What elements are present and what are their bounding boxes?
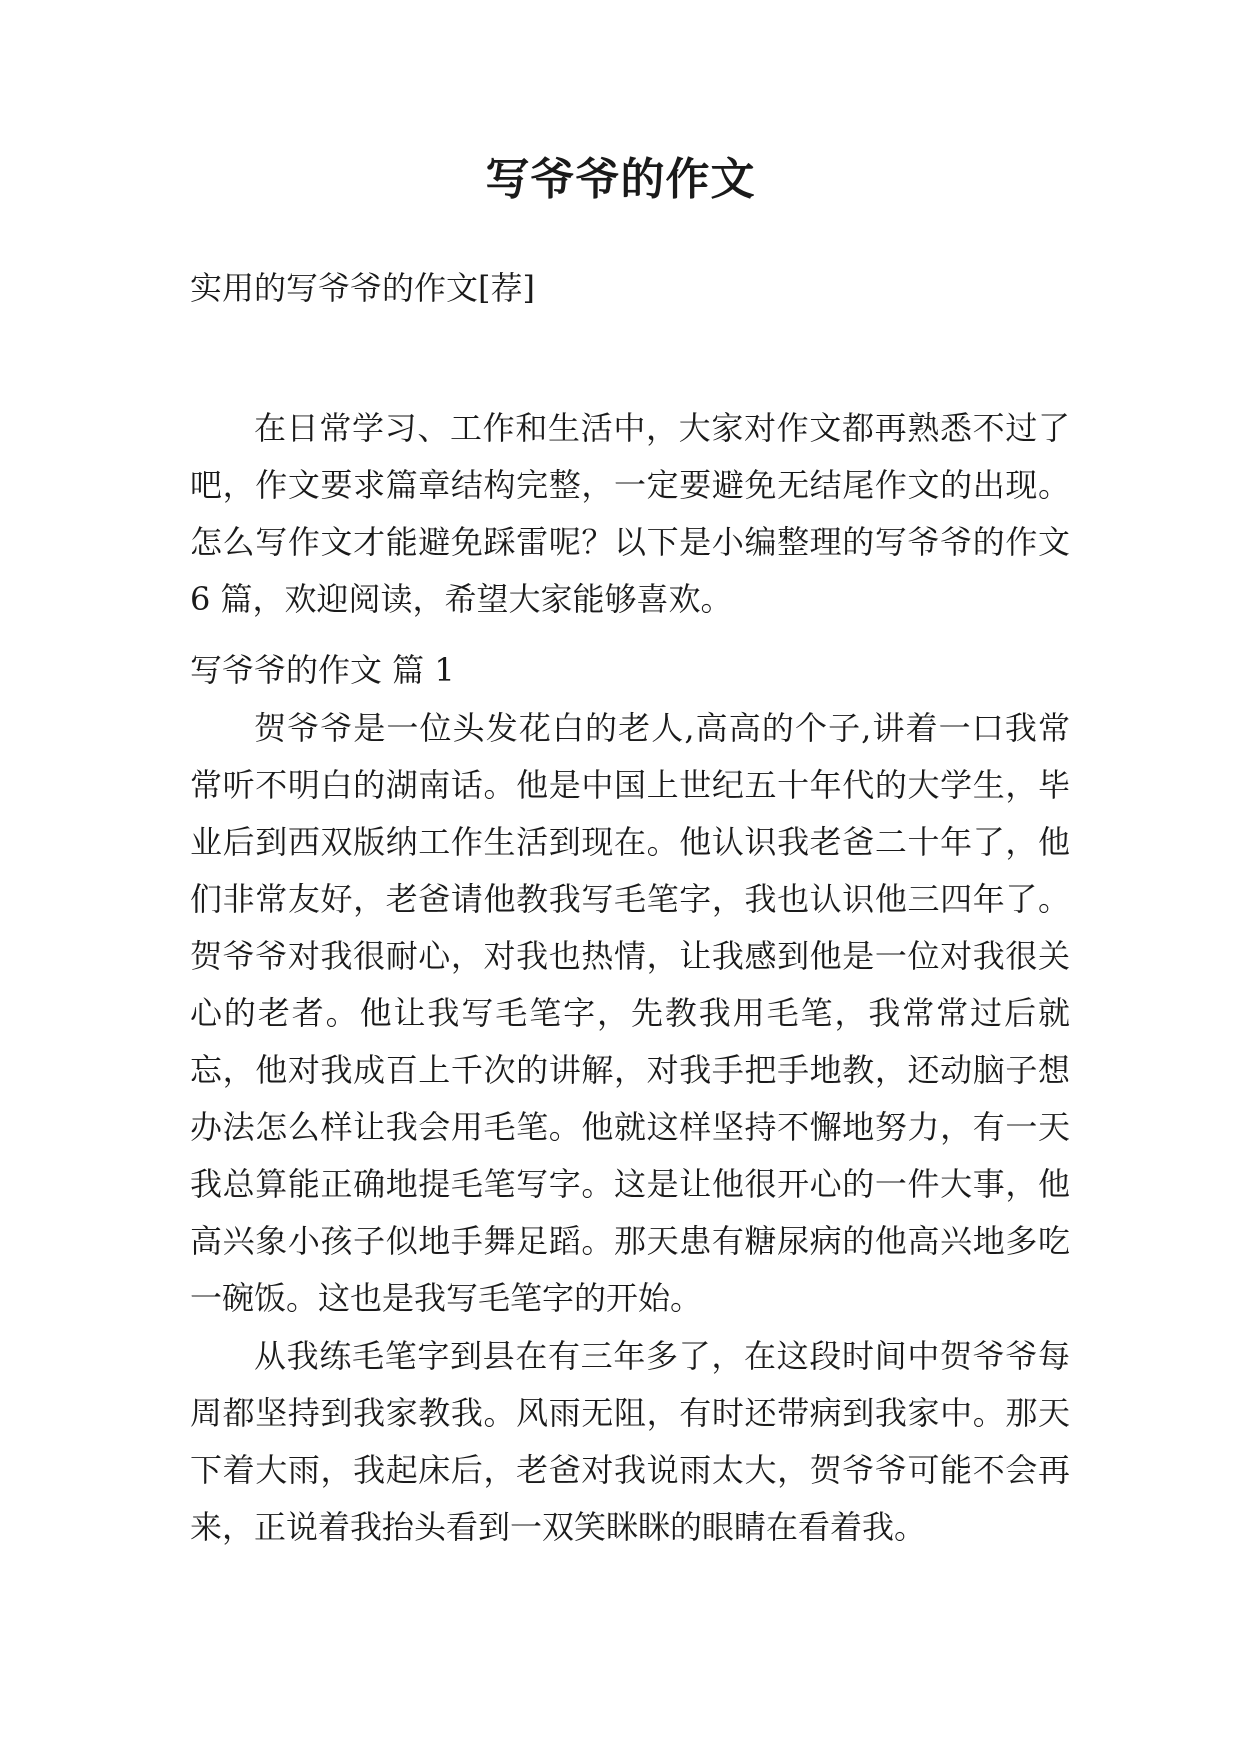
- intro-paragraph: 在日常学习、工作和生活中，大家对作文都再熟悉不过了吧，作文要求篇章结构完整，一定要避免无结尾作文的出现。怎么写作文才能避免踩雷呢？以下是小编整理的写爷爷的作文 6 篇，欢迎阅读，希望大家能够喜欢。: [190, 409, 1070, 618]
- document-title: 写爷爷的作文: [485, 154, 756, 205]
- body-paragraph-2: 从我练毛笔字到县在有三年多了，在这段时间中贺爷爷每周都坚持到我家教我。风雨无阻，有时还带病到我家中。那天下着大雨，我起床后，老爸对我说雨太大，贺爷爷可能不会再来，正说着我抬头看到一双笑眯眯的眼睛在看着我。: [190, 1337, 1070, 1546]
- document-subtitle: 实用的写爷爷的作文[荐]: [190, 269, 535, 307]
- section-heading: 写爷爷的作文 篇 1: [190, 651, 455, 689]
- body-paragraph-1: 贺爷爷是一位头发花白的老人,高高的个子,讲着一口我常常听不明白的湖南话。他是中国上世纪五十年代的大学生，毕业后到西双版纳工作生活到现在。他认识我老爸二十年了，他们非常友好，老爸请他教我写毛笔字，我也认识他三四年了。 贺爷爷对我很耐心，对我也热情，让我感到他是一位对我很关心的老者。他让我写毛笔字，先教我用毛笔，我常常过后就忘，他对我成百上千次的讲解，对我手把手地教，还动脑子想办法怎么样让我会用毛笔。他就这样坚持不懈地努力，有一天我总算能正确地提毛笔写字。这是让他很开心的一件大事，他高兴象小孩子似地手舞足蹈。那天患有糖尿病的他高兴地多吃一碗饭。这也是我写毛笔字的开始。: [190, 709, 1070, 1317]
